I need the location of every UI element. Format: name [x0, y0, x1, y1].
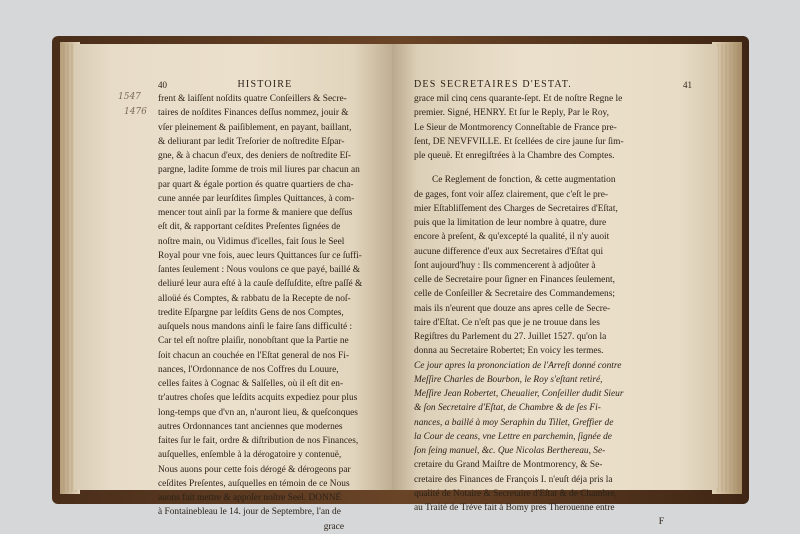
text-line: eſt dit, & rapportant ceſdites Preſentes ſignées de [158, 222, 341, 233]
text-line: aucune difference d'eux aux Secretaires d'Eſtat qui [414, 246, 604, 257]
text-line: ſont aujourd'huy : Ils commencerent à adjoûter à [414, 260, 596, 271]
text-line: Car tel eſt noſtre plaiſir, nonobſtant que la Partie ne [158, 336, 349, 347]
text-line: tr'autres choſes que leſdits acquits expediez pour plus [158, 393, 358, 404]
text-line: cune année par leurſdites ſimples Quittances, à com- [158, 193, 355, 204]
text-line: premier. Signé, HENRY. Et ſur le Reply, Par le Roy, [414, 108, 609, 119]
text-line: long-temps que d'vn an, n'auront lieu, & queſconques [158, 407, 358, 418]
margin-note-1: 1547 [118, 92, 141, 102]
text-line: mais ils n'eurent que douze ans apres celle de Secre- [414, 303, 611, 314]
text-line: taire d'Eſtat. Ce n'eſt pas que je ne trouue dans les [414, 317, 600, 328]
right-running-head: DES SECRETAIRES D'ESTAT. [414, 79, 572, 90]
text-line: nances, a baillé à moy Seraphin du Tillet, Greffier de [414, 417, 614, 428]
text-line: Meſſire Charles de Bourbon, le Roy s'eſtant retiré, [414, 374, 603, 385]
text-line: par quart & égale portion és quatre quartiers de cha- [158, 179, 354, 190]
text-line: ſoit chacun an couchée en l'Eſtat general de nos Fi- [158, 350, 349, 361]
left-running-head: HISTOIRE [237, 79, 293, 90]
text-line: celles faites à Cognac & Salſelles, où il eſt dit en- [158, 379, 344, 389]
text-line: celle de Conſeiller & Secretaire des Commandemens; [414, 289, 615, 300]
right-page-quotation [414, 359, 692, 459]
text-line: grace mil cinq cens quarante-ſept. Et de noſtre Regne le [414, 94, 623, 104]
text-line: au Traité de Tréve fait à Bomy pres Therouenne entre [414, 503, 615, 513]
text-line: Ce Reglement de fonction, & cette augmentation [432, 175, 616, 186]
text-line: autres Ordonnances tant anciennes que modernes [158, 421, 343, 432]
text-line: ple queuë. Et enregiſtrées à la Chambre des Comptes. [414, 151, 615, 161]
text-line: nances, l'Ordonnance de nos Coffres du Louure, [158, 364, 339, 375]
text-line: vſer pleinement & paiſiblement, en payant, baillant, [158, 122, 352, 133]
text-line: ſon ſeing manuel, &c. Que Nicolas Berthereau, Se- [414, 446, 606, 456]
text-line: Regiſtres du Parlement du 27. Juillet 1527. qu'on la [414, 332, 607, 342]
right-page-paragraph-3 [414, 458, 692, 515]
margin-note-2: 1476 [124, 107, 147, 117]
text-line: frent & laiſſent noſdits quatre Conſeillers & Secre- [158, 94, 347, 104]
text-line: encore à preſent, & qu'excepté la qualité, il n'y auoit [414, 232, 610, 243]
right-page [392, 44, 718, 528]
text-line: noſtre main, ou Vidimus d'icelles, fait ſous le Seel [158, 236, 345, 247]
text-line: de gages, font voir aſſez clairement, que c'eſt le pre- [414, 189, 609, 200]
text-line: Le Sieur de Montmorency Conneſtable de France pre- [414, 122, 617, 133]
text-line: faites ſur le fait, ordre & diſtribution de nos Finances, [158, 436, 359, 446]
text-line: mencer tout ainſi par la forme & maniere que deſſus [158, 208, 353, 218]
text-line: taires de noſdites Finances deſſus nommez, jouir & [158, 108, 349, 119]
text-line: donna au Secretaire Robertet; En voicy les termes. [414, 346, 604, 357]
text-line: auſquels nous mandons ainſi le faire ſans difficulté : [158, 322, 353, 332]
text-line: la Cour de ceans, vne Lettre en parchemin, ſignée de [414, 431, 612, 442]
text-line: ceſdites Preſentes, auſquelles en témoin de ce Nous [158, 478, 350, 489]
text-line: puis que la limitation de leur nombre à quatre, dure [414, 218, 607, 228]
text-line: pargne, ladite ſomme de trois mil liures par chacun an [158, 165, 360, 176]
right-page-paragraph-1 [414, 92, 692, 163]
text-line: cretaire du Grand Maiſtre de Montmorency, & Se- [414, 460, 603, 471]
text-line: ſent, DE NEVFVILLE. Et ſcellées de cire jaune ſur ſim- [414, 136, 624, 147]
left-catchword: grace [323, 521, 344, 532]
text-line: Royal pour vne fois, auec leurs Quittances ſur ce ſuffi- [158, 250, 362, 261]
left-page-header [158, 78, 372, 92]
text-line: gne, & à chacun d'eux, des deniers de noſtredite Eſ- [158, 151, 352, 161]
left-page-number: 40 [158, 80, 167, 90]
text-line: Ce jour apres la prononciation de l'Arreſt donné contre [414, 360, 622, 371]
text-line: tredite Eſpargne par leſdits Gens de nos Comptes, [158, 307, 344, 318]
text-line: celle de Secretaire pour ſigner en Finances ſeulement, [414, 275, 615, 285]
right-page-number: 41 [683, 80, 692, 90]
right-page-paragraph-2 [414, 173, 692, 358]
text-line: deliuré leur aura eſté à la cauſe deſſuſdite, eſtre paſſé & [158, 279, 363, 290]
text-line: auons fait mettre & appoſer noſtre Seel. DONNÉ [158, 493, 342, 503]
text-line: auſquelles, enſemble à la dérogatoire y contenuë, [158, 450, 342, 461]
text-line: ſantes ſeulement : Nous voulons ce que payé, baillé & [158, 265, 361, 275]
text-line: cretaire des Finances de François I. n'euſt déja pris la [414, 474, 613, 485]
left-page-body [158, 92, 372, 520]
text-line: mier Eſtabliſſement des Charges de Secretaires d'Eſtat, [414, 203, 618, 214]
text-line: alloüé és Comptes, & rabbatu de la Recepte de noſ- [158, 293, 351, 304]
signature-mark: F [658, 517, 664, 528]
right-page-header [414, 78, 692, 92]
text-line: Nous auons pour cette fois dérogé & dérogeons par [158, 464, 351, 475]
text-line: & deliurant par ledit Treſorier de noſtredite Eſpar- [158, 136, 345, 147]
text-line: & ſon Secretaire d'Eſtat, de Chambre & de ſes Fi- [414, 403, 601, 414]
text-line: à Fontainebleau le 14. jour de Septembre, l'an de [158, 507, 341, 518]
text-line: Meſſire Jean Robertet, Cheualier, Conſeiller dudit Sieur [414, 389, 624, 399]
text-line: qualité de Notaire & Secretaire d'Eſtat & de Chambre, [414, 488, 617, 499]
left-page [74, 44, 392, 532]
